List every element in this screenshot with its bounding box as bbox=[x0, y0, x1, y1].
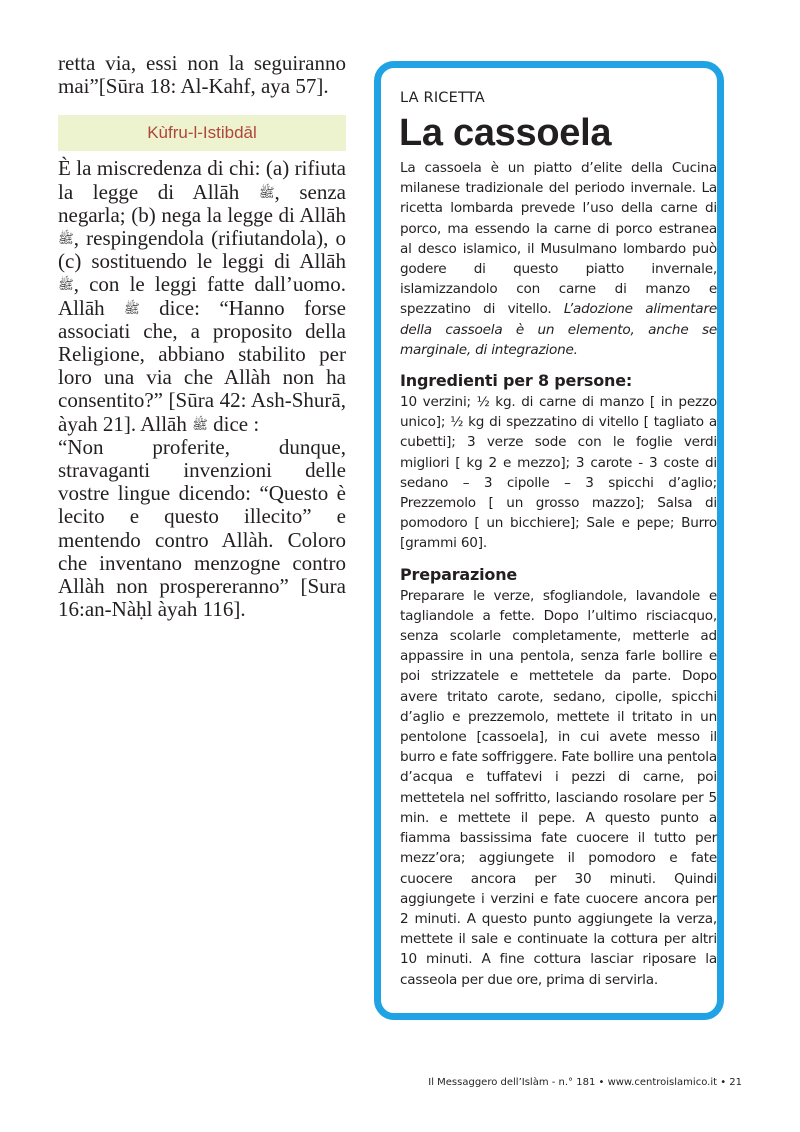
honorific-glyph: ﷺ bbox=[258, 184, 275, 200]
honorific-glyph: ﷺ bbox=[124, 300, 140, 316]
honorific-glyph: ﷺ bbox=[58, 277, 74, 293]
recipe-box bbox=[374, 61, 724, 1020]
definition-text-6: dice : bbox=[207, 411, 260, 436]
honorific-glyph: ﷺ bbox=[192, 416, 208, 432]
ingredients-heading: Ingredienti per 8 persone: bbox=[400, 371, 633, 391]
recipe-content bbox=[400, 88, 717, 990]
section-heading: Kùfru-l-Istibdāl bbox=[58, 115, 346, 151]
preparation-text: Preparare le verze, sfogliandole, lavandole e tagliandole a fette. Dopo l’ultimo risciacquo, senza scolarle completamente, metterle ad appassire in una pentola, senza farle bollire e poi strizzatele e mettetele da parte. Dopo avere tritato carote, sedano, cipolle, spicchi d’aglio e prezzemolo, mettete il tritato in un pentolone [cassoela], in cui avete messo il burro e fate soffriggere. Fate bollire una pentola d’acqua e tuffatevi i pezzi di carne, poi mettetela nel soffritto, lasciando rosolare per 5 min. e mettete il pepe. A questo punto a fiamma bassissima fate cuocere il tutto per mezz’ora; aggiungete il pomodoro e fate cuocere ancora per 30 minuti. Quindi aggiungete i verzini e fate cuocere ancora per 2 minuti. A questo punto aggiungete la verza, mettete il sale e continuate la cottura per altri 10 minuti. A fine cottura lasciar riposare la casseola per due ore, prima di servirla. bbox=[400, 587, 717, 988]
quote-paragraph: “Non proferite, dunque, stravaganti invenzioni delle vostre lingue dicendo: “Questo è lecito e questo illecito” e mentendo contro Allàh. Coloro che inventano menzogne contro Allàh non prospereranno” [Sura 16:an-Nàḥl àyah 116]. bbox=[58, 434, 346, 622]
definition-text-2: , senza negarla; (b) nega la legge di Allāh bbox=[58, 179, 347, 227]
honorific-glyph: ﷺ bbox=[58, 231, 74, 247]
definition-text-4: , con le leggi fatte dall’uomo. Allāh bbox=[58, 272, 346, 320]
definition-text-5: dice: “Hanno forse associati che, a proposito della Religione, abbiano stabilito per loro una via che Allàh non ha consentito?” [Sūra 42: Ash-Shurā, àyah 21]. Allāh bbox=[58, 295, 346, 436]
definition-paragraph bbox=[58, 157, 346, 435]
recipe-intro-italic: L’adozione alimentare della cassoela è un elemento, anche se marginale, di integrazione. bbox=[400, 301, 717, 358]
definition-text-3: , respingendola (rifiutandola), o (c) sostituendo le leggi di Allāh bbox=[58, 226, 346, 274]
recipe-intro-text: La cassoela è un piatto d’elite della Cucina milanese tradizionale del periodo invernale. La ricetta lombarda prevede l’uso della carne di porco, ma essendo la carne di porco estranea al desco islamico, il Musulmano lombardo può godere di questo piatto invernale, islamizzandolo con carne di manzo e spezzatino di vitello. bbox=[400, 160, 717, 318]
recipe-intro bbox=[400, 158, 717, 360]
page-footer: Il Messaggero dell’Islàm - n.° 181 • www.centroislamico.it • 21 bbox=[428, 1077, 742, 1088]
ingredients-list: 10 verzini; ½ kg. di carne di manzo [ in pezzo unico]; ½ kg di spezzatino di vitello [ tagliato a cubetti]; 3 verze sode con le foglie verdi migliori [ kg 2 e mezzo]; 3 carote - 3 coste di sedano – 3 cipolle – 3 spicchi d’aglio; Prezzemolo [ un grosso mazzo]; Salsa di pomodoro [ un bicchiere]; Sale e pepe; Burro [grammi 60]. bbox=[400, 394, 717, 552]
left-column bbox=[58, 52, 346, 621]
intro-paragraph: retta via, essi non la seguiranno mai”[Sūra 18: Al-Kahf, aya 57]. bbox=[58, 51, 346, 99]
recipe-title: La cassoela bbox=[399, 112, 612, 154]
definition-text-1: È la miscredenza di chi: (a) rifiuta la legge di Allāh bbox=[58, 156, 346, 204]
preparation-heading: Preparazione bbox=[400, 564, 518, 584]
recipe-kicker: LA RICETTA bbox=[400, 90, 485, 106]
